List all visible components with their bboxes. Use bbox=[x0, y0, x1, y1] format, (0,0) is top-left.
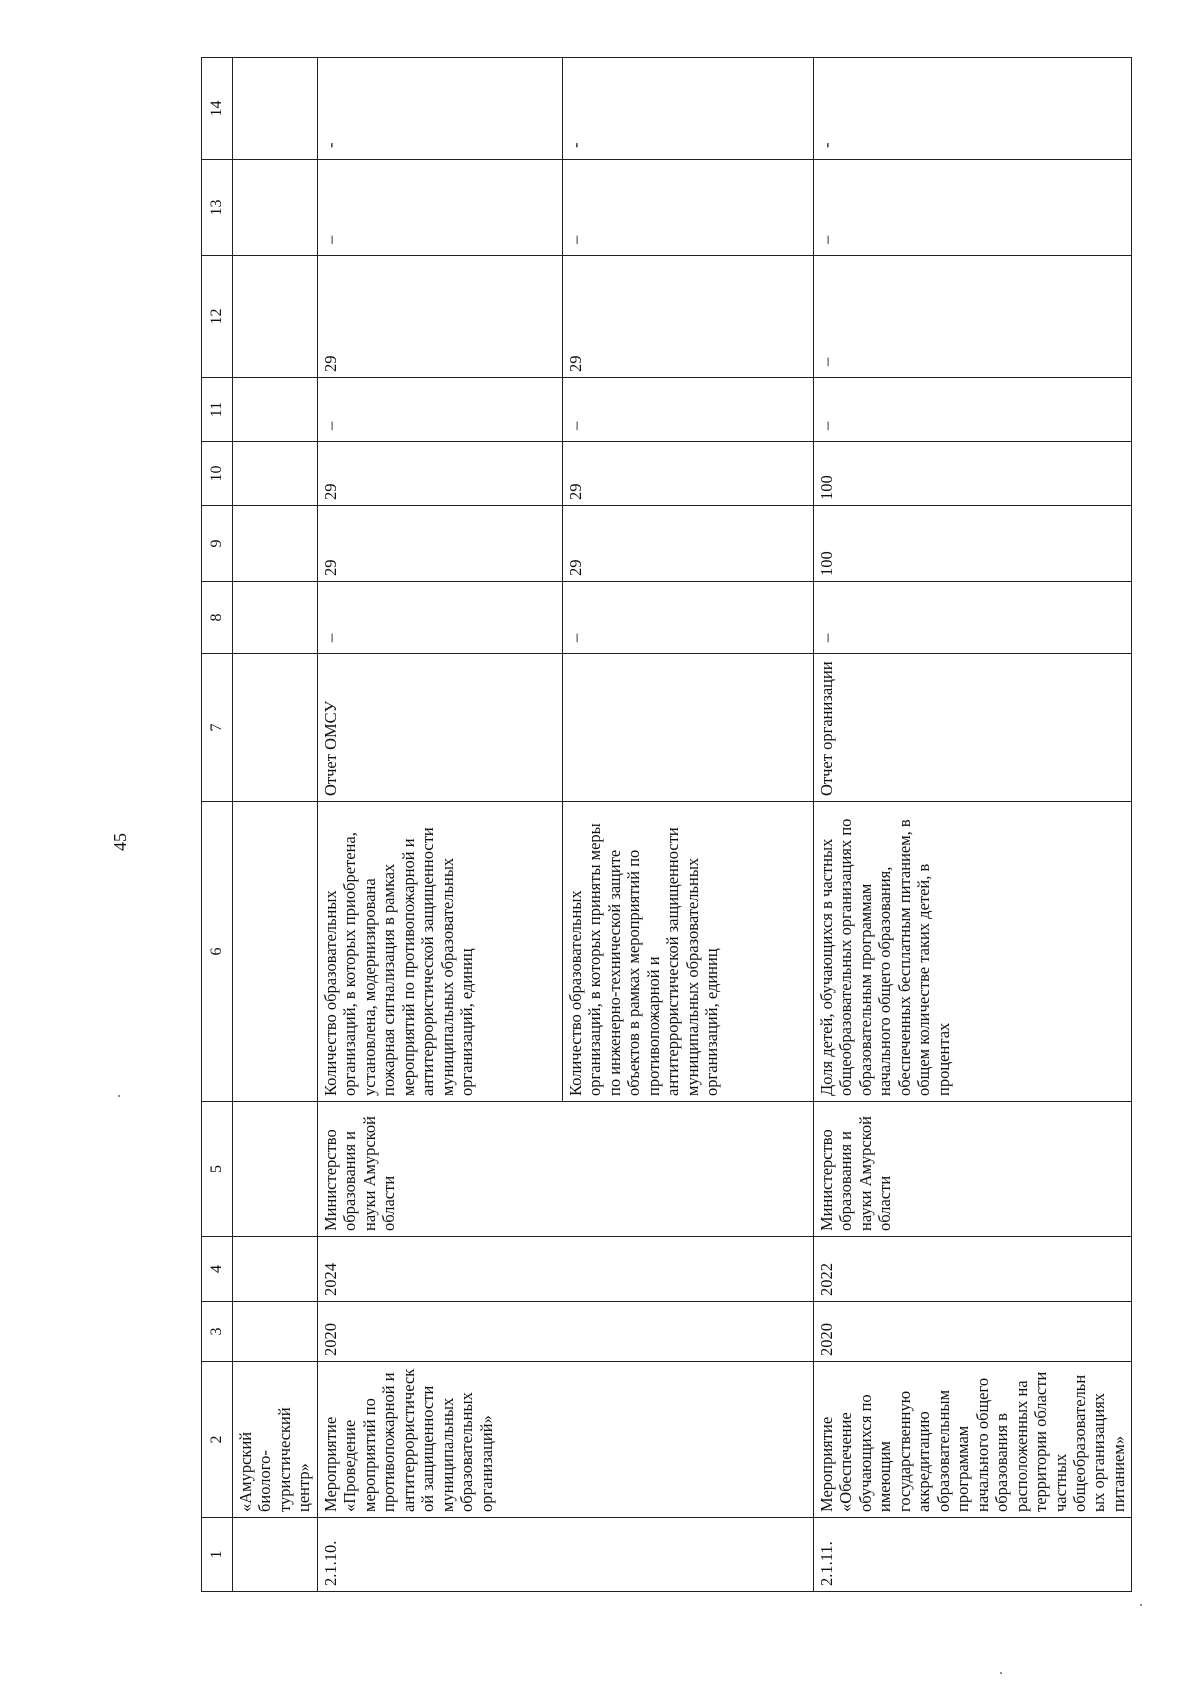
cell-end-year: 2024 bbox=[317, 1237, 813, 1302]
cell-value-col10: 29 bbox=[562, 442, 813, 506]
table-row-2-1-10 bbox=[317, 58, 562, 1592]
cell-value-col12: 29 bbox=[317, 256, 562, 378]
cell-executor: Министерство образования и науки Амурской области bbox=[317, 1102, 813, 1237]
cell-value-col11: – bbox=[565, 421, 585, 430]
cell-value-col14: - bbox=[320, 142, 340, 148]
cell-value-col12: – bbox=[816, 357, 836, 366]
col-header-3: 3 bbox=[202, 1302, 233, 1362]
column-header-row bbox=[202, 58, 233, 1592]
col-header-7: 7 bbox=[202, 654, 233, 802]
cell-indicator-source: Отчет ОМСУ bbox=[317, 654, 562, 802]
cell-value-col9: 100 bbox=[813, 506, 1132, 582]
cell-value-col11: – bbox=[816, 421, 836, 430]
col-header-1: 1 bbox=[202, 1518, 233, 1592]
cell-executor: Министерство образования и науки Амурской области bbox=[813, 1102, 1132, 1237]
cell-value-col10: 100 bbox=[813, 442, 1132, 506]
cell-value-col10: 29 bbox=[317, 442, 562, 506]
cell-value-col13: – bbox=[320, 235, 340, 244]
cell-value-col11: – bbox=[320, 421, 340, 430]
cell-end-year: 2022 bbox=[813, 1237, 1132, 1302]
cell-value-col9: 29 bbox=[317, 506, 562, 582]
col-header-2: 2 bbox=[202, 1362, 233, 1518]
cell-value-col8: – bbox=[816, 633, 836, 642]
program-measures-table bbox=[201, 57, 1132, 1592]
cell-indicator-source bbox=[562, 654, 813, 802]
col-header-8: 8 bbox=[202, 582, 233, 654]
col-header-5: 5 bbox=[202, 1102, 233, 1237]
cell-value-col8: – bbox=[320, 633, 340, 642]
cell-value-col12: 29 bbox=[562, 256, 813, 378]
cell-start-year: 2020 bbox=[317, 1302, 813, 1362]
cell-value-col8: – bbox=[565, 633, 585, 642]
page-number: 45 bbox=[110, 833, 130, 851]
col-header-6: 6 bbox=[202, 802, 233, 1102]
cell-value-col14: - bbox=[816, 142, 836, 148]
cell-number: 2.1.11. bbox=[813, 1518, 1132, 1592]
cell-indicator-source: Отчет организации bbox=[813, 654, 1132, 802]
cell-number bbox=[233, 1518, 318, 1592]
cell-indicator-name: Количество образовательных организаций, в которых приняты меры по инженерно-технической защите объектов в рамках мероприятий по противопожарной и антитеррористической защищенности муниципальных образовательных организаций, единиц bbox=[562, 802, 813, 1102]
col-header-14: 14 bbox=[202, 58, 233, 160]
cell-indicator-name: Доля детей, обучающихся в частных общеобразовательных организациях по образовательным программам начального общего образования, обеспеченных бесплатным питанием, в общем количестве таких детей, в процентах bbox=[813, 802, 1132, 1102]
table-row-2-1-11 bbox=[813, 58, 1132, 1592]
cell-measure-name: Мероприятие «Обеспечение обучающихся по имеющим государственную аккредитацию образовательным программам начального общего образования в расположенных на территории области частных общеобразовательных организациях питанием» bbox=[813, 1362, 1132, 1518]
table-row-continuation bbox=[233, 58, 318, 1592]
col-header-13: 13 bbox=[202, 160, 233, 256]
col-header-11: 11 bbox=[202, 378, 233, 442]
cell-value-col13: – bbox=[816, 235, 836, 244]
cell-start-year: 2020 bbox=[813, 1302, 1132, 1362]
cell-value-col13: – bbox=[565, 235, 585, 244]
col-header-10: 10 bbox=[202, 442, 233, 506]
cell-indicator-name: Количество образовательных организаций, в которых приобретена, установлена, модернизирована пожарная сигнализация в рамках мероприятий по противопожарной и антитеррористической защищенности муниципальных образовательных организаций, единиц bbox=[317, 802, 562, 1102]
col-header-12: 12 bbox=[202, 256, 233, 378]
cell-measure-name: «Амурский биолого-туристический центр» bbox=[233, 1362, 318, 1518]
cell-measure-name: Мероприятие «Проведение мероприятий по противопожарной и антитеррористической защищенности муниципальных образовательных организаций» bbox=[317, 1362, 813, 1518]
cell-number: 2.1.10. bbox=[317, 1518, 813, 1592]
rotated-table-container bbox=[201, 58, 1154, 1592]
col-header-4: 4 bbox=[202, 1237, 233, 1302]
col-header-9: 9 bbox=[202, 506, 233, 582]
cell-value-col9: 29 bbox=[562, 506, 813, 582]
cell-value-col14: - bbox=[565, 142, 585, 148]
